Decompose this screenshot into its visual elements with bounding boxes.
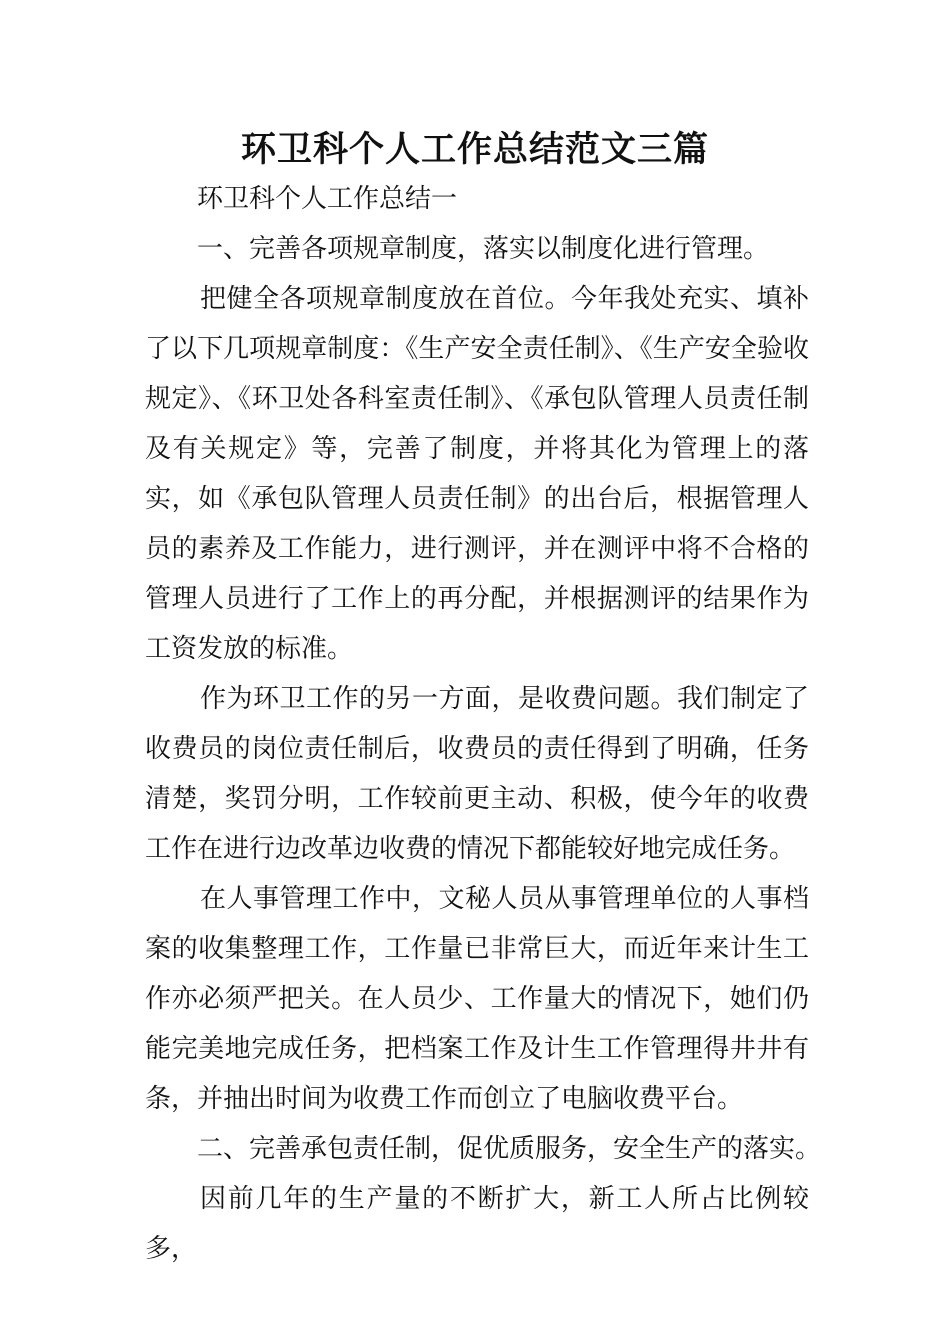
body-paragraph: 在人事管理工作中，文秘人员从事管理单位的人事档案的收集整理工作，工作量已非常巨大，而近年来计生工作亦必须严把关。在人员少、工作量大的情况下，她们仍能完美地完成任务，把档案工作及计生工作管理得井井有条，并抽出时间为收费工作而创立了电脑收费平台。 xyxy=(145,884,809,1114)
section-heading-1: 一、完善各项规章制度，落实以制度化进行管理。 xyxy=(197,234,770,264)
section-subtitle: 环卫科个人工作总结一 xyxy=(197,184,458,214)
section-heading-2: 二、完善承包责任制，促优质服务，安全生产的落实。 xyxy=(197,1134,822,1164)
document-body xyxy=(145,174,822,1274)
document-title: 环卫科个人工作总结范文三篇 xyxy=(240,130,709,170)
body-paragraph: 因前几年的生产量的不断扩大，新工人所占比例较多， xyxy=(145,1184,809,1264)
body-paragraph: 把健全各项规章制度放在首位。今年我处充实、填补了以下几项规章制度：《生产安全责任制》、《生产安全验收规定》、《环卫处各科室责任制》、《承包队管理人员责任制及有关规定》等，完善了制度，并将其化为管理上的落实，如《承包队管理人员责任制》的出台后，根据管理人员的素养及工作能力，进行测评，并在测评中将不合格的管理人员进行了工作上的再分配，并根据测评的结果作为工资发放的标准。 xyxy=(145,284,809,664)
body-paragraph: 作为环卫工作的另一方面，是收费问题。我们制定了收费员的岗位责任制后，收费员的责任得到了明确，任务清楚，奖罚分明，工作较前更主动、积极，使今年的收费工作在进行边改革边收费的情况下都能较好地完成任务。 xyxy=(145,684,809,864)
